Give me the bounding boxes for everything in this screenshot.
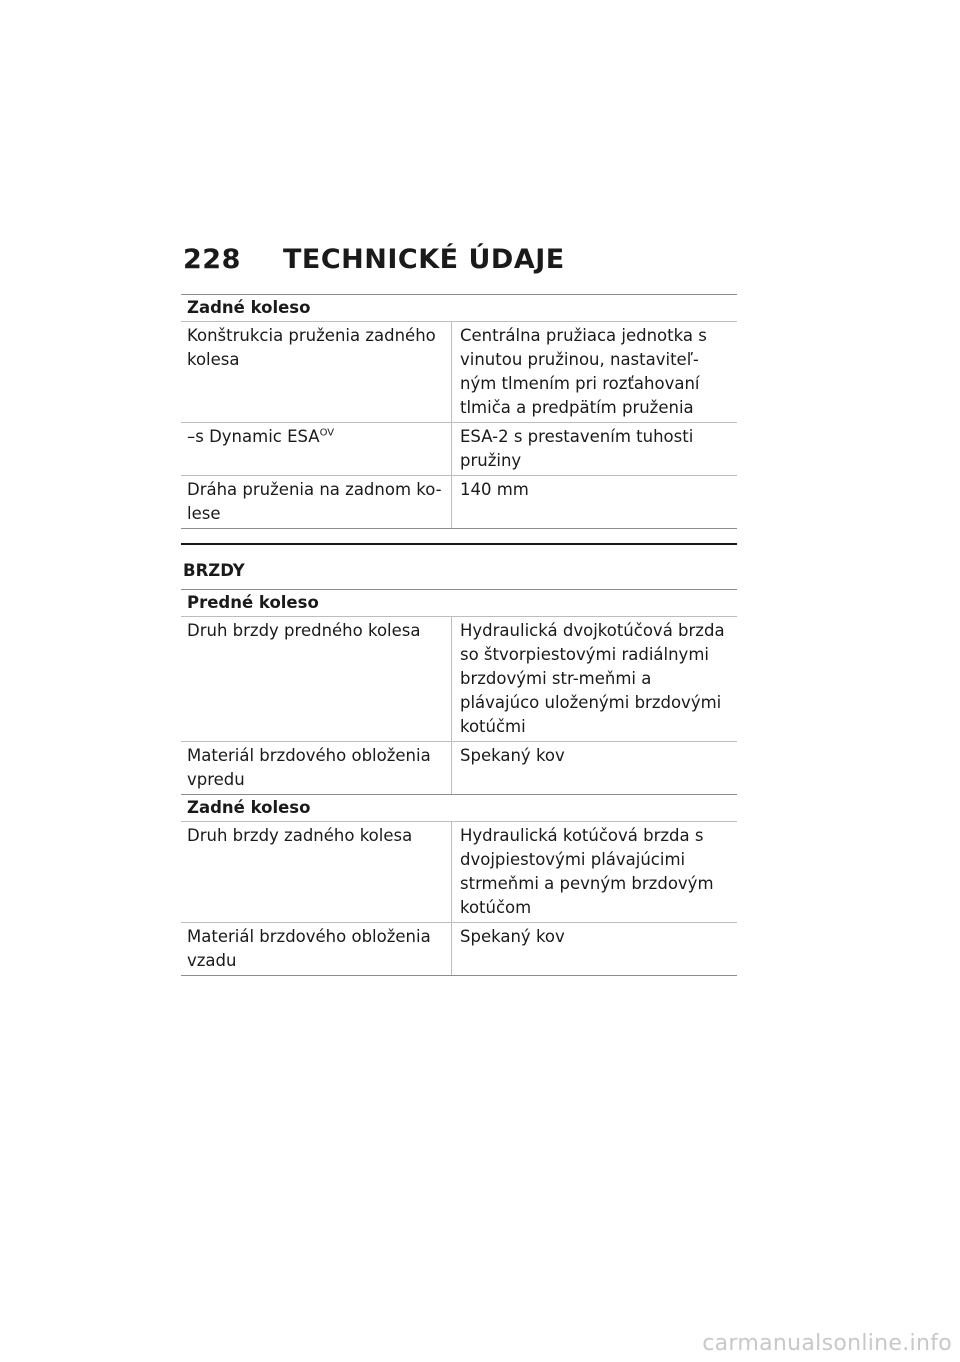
spec-label: –s Dynamic ESA	[187, 427, 320, 446]
spec-label: Druh brzdy zadného kolesa	[181, 822, 452, 922]
spec-value: ESA-2 s prestavením tuhosti pružiny	[460, 427, 694, 470]
spec-label: Druh brzdy predného kolesa	[181, 617, 452, 741]
spec-value: Spekaný kov	[460, 927, 565, 946]
spec-value: Hydraulická kotúčová brzda s dvojpiestovými plávajúcimi strmeňmi a pevným brzdovým kotúčom	[460, 826, 714, 917]
spec-label: Materiál brzdového obloženia vpredu	[181, 742, 452, 794]
table-row	[181, 922, 737, 976]
front-wheel-heading: Predné koleso	[187, 593, 319, 612]
spec-value: Centrálna pružiaca jednotka s vinutou pružinou, nastaviteľ-ným tlmením pri rozťahovaní tlmiča a predpätím pruženia	[460, 326, 707, 417]
page-number: 228	[183, 244, 241, 275]
rear-wheel-heading: Zadné koleso	[187, 798, 311, 817]
table-row	[181, 821, 737, 922]
spec-value: Spekaný kov	[460, 746, 565, 765]
page-header	[183, 244, 565, 275]
table-row	[181, 741, 737, 795]
watermark: carmanualsonline.info	[702, 1331, 952, 1356]
chapter-title: TECHNICKÉ ÚDAJE	[283, 244, 565, 275]
spec-content	[181, 294, 737, 976]
spec-value: 140 mm	[460, 480, 529, 499]
table-row	[181, 321, 737, 422]
table-row	[181, 422, 737, 475]
option-superscript: OV	[319, 427, 335, 439]
brakes-section-title: BRZDY	[183, 561, 245, 580]
spec-label: Materiál brzdového obloženia vzadu	[181, 923, 452, 975]
table-row	[181, 475, 737, 529]
spec-value: Hydraulická dvojkotúčová brzda so štvorpiestovými radiálnymi brzdovými str-meňmi a plávajúco uloženými brzdovými kotúčmi	[460, 621, 725, 736]
table-row	[181, 616, 737, 741]
spec-label: Konštrukcia pruženia zadného kolesa	[181, 322, 452, 422]
spec-label: Dráha pruženia na zadnom ko-lese	[181, 476, 452, 528]
rear-wheel-suspension-heading: Zadné koleso	[187, 298, 311, 317]
spec-label-cell	[181, 423, 452, 475]
